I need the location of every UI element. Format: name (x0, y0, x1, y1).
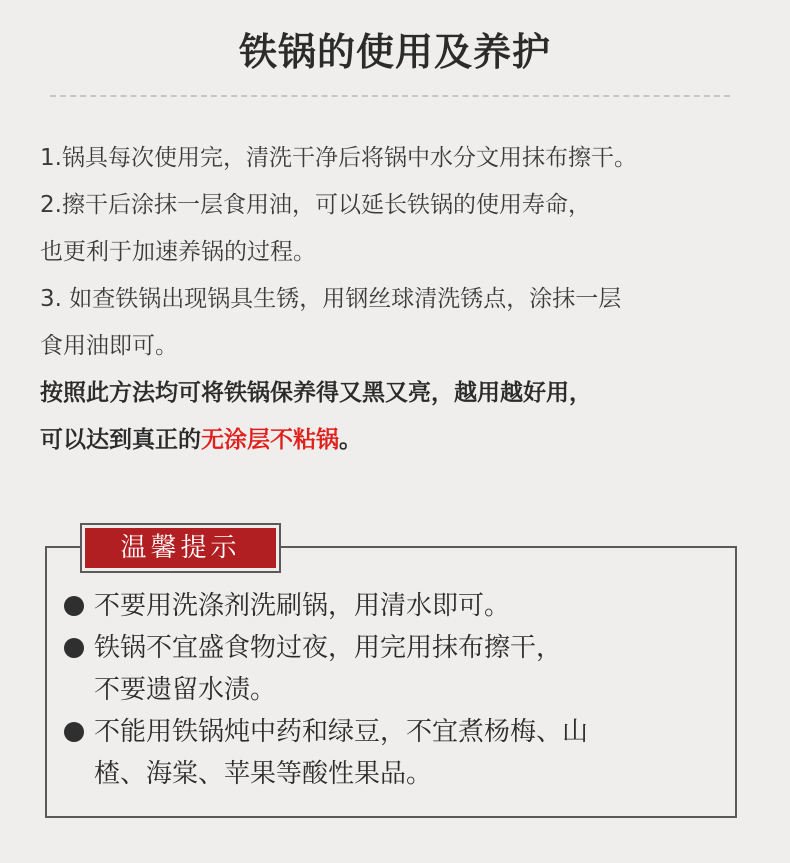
tips-badge-frame (80, 523, 281, 573)
instruction-line-5: 食用油即可。 (40, 333, 178, 359)
instruction-line-3: 也更利于加速养锅的过程。 (40, 239, 316, 265)
tips-badge: 温馨提示 (85, 528, 276, 568)
bullet-icon (64, 638, 84, 658)
tip-text: 楂、海棠、苹果等酸性果品。 (94, 759, 433, 789)
summary-line-2 (40, 417, 760, 464)
instruction-line-2: 2.擦干后涂抹一层食用油，可以延长铁锅的使用寿命， (40, 192, 591, 218)
tip-text: 不要遗留水渍。 (94, 675, 277, 705)
tip-item (62, 585, 732, 627)
bullet-icon (64, 722, 84, 742)
tip-text: 不要用洗涤剂洗刷锅，用清水即可。 (94, 591, 511, 621)
instruction-line-4: 3. 如查铁锅出现锅具生锈，用钢丝球清洗锈点，涂抹一层 (40, 286, 622, 312)
summary-line-1: 按照此方法均可将铁锅保养得又黑又亮，越用越好用， (40, 380, 592, 406)
title-divider (50, 95, 730, 97)
instructions-section (40, 135, 760, 464)
summary-suffix: 。 (339, 427, 362, 453)
summary-prefix: 可以达到真正的 (40, 427, 201, 453)
page-title: 铁锅的使用及养护 (238, 30, 551, 74)
tip-text: 不能用铁锅炖中药和绿豆，不宜煮杨梅、山 (94, 717, 589, 747)
tip-item (62, 711, 732, 795)
bullet-icon (64, 596, 84, 616)
tip-item (62, 627, 732, 711)
summary-highlight: 无涂层不粘锅 (201, 427, 339, 453)
tips-list (62, 585, 732, 795)
tip-text: 铁锅不宜盛食物过夜，用完用抹布擦干， (94, 633, 563, 663)
instruction-line-1: 1.锅具每次使用完，清洗干净后将锅中水分文用抹布擦干。 (40, 145, 637, 171)
